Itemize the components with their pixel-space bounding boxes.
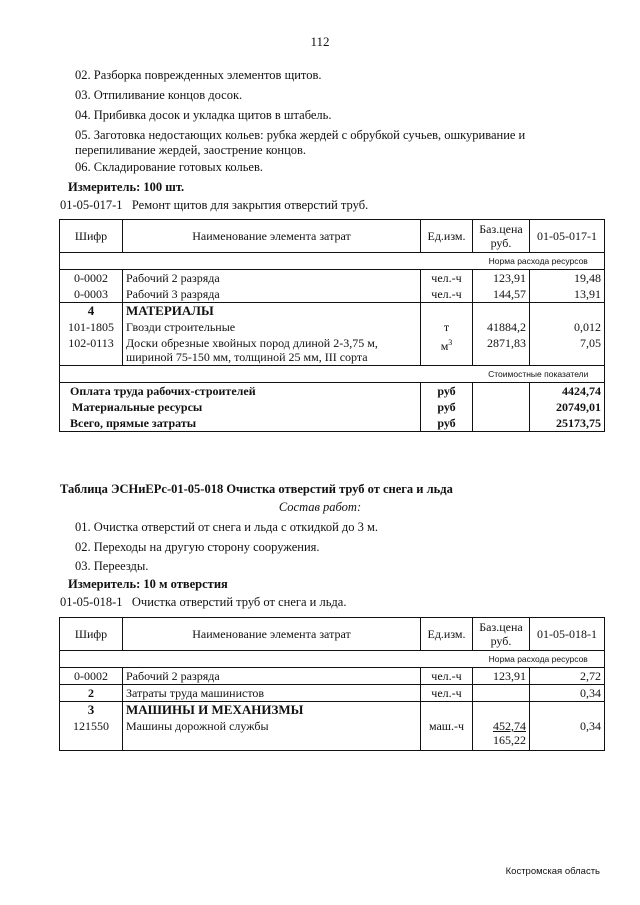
cell-value: 7,05 [530,335,605,366]
cell-unit: т [421,319,473,335]
norm-line [60,198,368,213]
cell-code: 0-0002 [60,270,123,287]
cell-price [473,718,530,751]
total-row [60,383,605,400]
header-unit: Ед.изм. [421,618,473,651]
total-unit: руб [421,383,473,400]
section-row [60,303,605,320]
total-label: Всего, прямые затраты [60,415,421,432]
cost-caption: Стоимостные показатели [473,366,605,383]
cell-price: 41884,2 [473,319,530,335]
composition-label: Состав работ: [278,500,362,514]
work-item: 02. Переходы на другую сторону сооружения. [75,540,320,554]
header-norm: 01-05-017-1 [530,220,605,253]
table-row [60,270,605,287]
table-row [60,319,605,335]
total-label: Материальные ресурсы [60,399,421,415]
cell-value: 0,34 [530,718,605,751]
resource-table-2 [59,617,605,751]
table-title: Таблица ЭСНиЕРс-01-05-018 Очистка отверстий труб от снега и льда [60,482,453,496]
cell-value: 0,34 [530,685,605,702]
header-unit: Ед.изм. [421,220,473,253]
header-name: Наименование элемента затрат [123,220,421,253]
cell-code: 121550 [60,718,123,751]
cell-unit: чел.-ч [421,668,473,685]
norm-code: 01-05-017-1 [60,198,123,212]
norm-title: Очистка отверстий труб от снега и льда. [131,595,347,609]
header-price: Баз.цена руб. [473,220,530,253]
cell-name: Гвозди строительные [123,319,421,335]
cell-price: 123,91 [473,668,530,685]
cell-name: Затраты труда машинистов [123,685,421,702]
cell-value: 13,91 [530,286,605,303]
table-row [60,286,605,303]
cell-price [473,685,530,702]
total-unit: руб [421,399,473,415]
section-number: 3 [60,702,123,719]
cell-price: 123,91 [473,270,530,287]
cell-name: Рабочий 2 разряда [123,270,421,287]
cell-name: Рабочий 3 разряда [123,286,421,303]
cell-unit: чел.-ч [421,286,473,303]
work-item: 04. Прибивка досок и укладка щитов в штабель. [75,108,332,122]
cell-code: 101-1805 [60,319,123,335]
work-item: 03. Переезды. [75,559,149,573]
measure-label: Измеритель: 10 м отверстия [68,577,228,591]
work-item: 01. Очистка отверстий от снега и льда с откидкой до 3 м. [75,520,379,534]
page-number: 112 [310,34,330,49]
table-row [60,718,605,751]
work-item: 06. Складирование готовых кольев. [75,160,263,174]
norm-title: Ремонт щитов для закрытия отверстий труб. [131,198,369,212]
resource-table-1 [59,219,605,432]
cell-code: 102-0113 [60,335,123,366]
unit-text: м [440,339,449,353]
header-price: Баз.цена руб. [473,618,530,651]
section-title: МАШИНЫ И МЕХАНИЗМЫ [123,702,421,719]
cell-price: 144,57 [473,286,530,303]
norm-caption: Норма расхода ресурсов [473,253,605,270]
total-value: 20749,01 [530,399,605,415]
section-number: 4 [60,303,123,320]
unit-superscript: 3 [448,338,453,347]
header-name: Наименование элемента затрат [123,618,421,651]
price-secondary: 165,22 [493,733,526,747]
table-row [60,668,605,685]
header-code: Шифр [60,220,123,253]
cell-code: 2 [60,685,123,702]
cell-name: Рабочий 2 разряда [123,668,421,685]
work-item: 03. Отпиливание концов досок. [75,88,243,102]
total-value: 4424,74 [530,383,605,400]
total-row [60,399,605,415]
cell-code: 0-0002 [60,668,123,685]
cell-price: 2871,83 [473,335,530,366]
cell-value: 2,72 [530,668,605,685]
cell-value: 0,012 [530,319,605,335]
measure-label: Измеритель: 100 шт. [68,180,185,194]
header-code: Шифр [60,618,123,651]
total-unit: руб [421,415,473,432]
cell-name: Доски обрезные хвойных пород длиной 2-3,75 м, шириной 75-150 мм, толщиной 25 мм, III сорта [123,335,421,366]
footer-region: Костромская область [505,866,600,877]
work-item: 05. Заготовка недостающих кольев: рубка жердей с обрубкой сучьев, ошкуривание и [75,128,526,142]
section-title: МАТЕРИАЛЫ [123,303,421,320]
norm-code: 01-05-018-1 [60,595,123,609]
cell-unit: чел.-ч [421,685,473,702]
price-primary: 452,74 [493,719,526,733]
cell-unit: маш.-ч [421,718,473,751]
work-item: 02. Разборка поврежденных элементов щитов. [75,68,322,82]
table-row [60,335,605,366]
table-row [60,685,605,702]
total-label: Оплата труда рабочих-строителей [60,383,421,400]
cell-unit: чел.-ч [421,270,473,287]
norm-line [60,595,346,610]
total-value: 25173,75 [530,415,605,432]
section-row [60,702,605,719]
cell-code: 0-0003 [60,286,123,303]
header-norm: 01-05-018-1 [530,618,605,651]
cell-value: 19,48 [530,270,605,287]
norm-caption: Норма расхода ресурсов [473,651,605,668]
cell-unit [421,335,473,366]
cell-name: Машины дорожной службы [123,718,421,751]
work-item: перепиливание жердей, заострение концов. [75,143,307,157]
total-row [60,415,605,432]
